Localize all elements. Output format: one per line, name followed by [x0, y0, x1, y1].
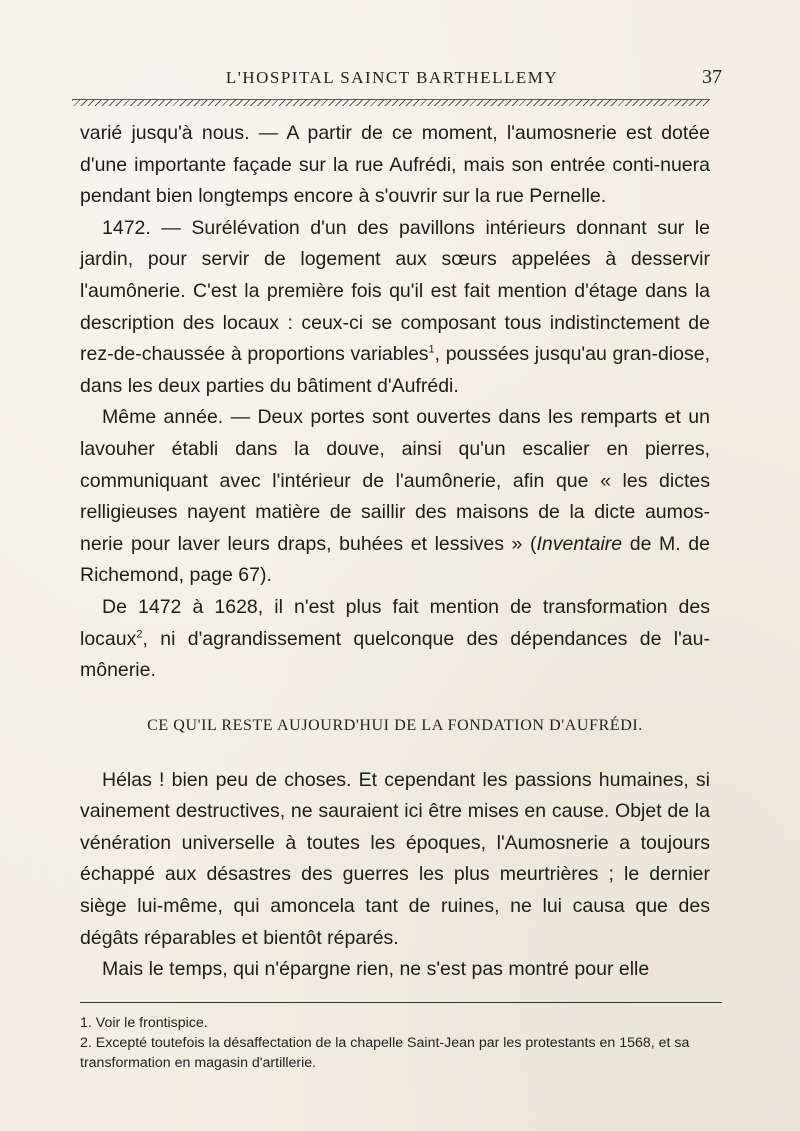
footnote-1: 1. Voir le frontispice.	[80, 1015, 208, 1031]
paragraph-2-text: 1472. — Surélévation d'un des pavillons intérieurs donnant sur le jardin, pour servir de logement aux sœurs appelées à desservir l'aumônerie. C'est la première fois qu'il est fait mention d'étage dans la description des locaux : ceux-ci se composant tous indistinctement de rez-de-chaussée à proportions variables	[80, 216, 710, 366]
paragraph-2-text-end: , poussées jusqu'au gran-diose, dans les deux parties du bâtiment d'Aufrédi.	[80, 343, 711, 397]
footnote-ref-1: 1	[428, 343, 435, 356]
footnote-ref-2: 2	[136, 628, 143, 640]
paragraph-2	[80, 213, 710, 403]
body-text	[80, 118, 710, 986]
paragraph-4-text-end: , ni d'agrandissement quelconque des dépendances de l'au-mônerie.	[80, 627, 710, 682]
footnotes	[80, 1013, 722, 1073]
header-ornament-rule	[72, 99, 710, 106]
footnote-divider	[80, 1002, 722, 1003]
running-title: L'HOSPITAL SAINCT BARTHELLEMY	[225, 68, 559, 87]
paragraph-4-text: De 1472 à 1628, il n'est plus fait mention de transformation des locaux	[80, 595, 710, 650]
inventaire-title: Inventaire	[536, 532, 623, 555]
paragraph-3-text: Même année. — Deux portes sont ouvertes dans les remparts et un lavouher établi dans la douve, ainsi qu'un escalier en pierres, communiquant avec l'intérieur de l'aumônerie, afin que « les dictes relligieuses nayent matière de saillir des maisons de la dicte aumos-nerie pour laver leurs draps, buhées et lessives » (	[80, 406, 710, 555]
footnote-2: 2. Excepté toutefois la désaffectation de la chapelle Saint-Jean par les protestants en 1568, et sa transformation en magasin d'artillerie.	[80, 1035, 690, 1071]
paragraph-1: varié jusqu'à nous. — A partir de ce moment, l'aumosnerie est dotée d'une importante façade sur la rue Aufrédi, mais son entrée conti-nuera pendant bien longtemps encore à s'ouvrir sur la rue Pernelle.	[80, 122, 710, 208]
section-heading: CE QU'IL RESTE AUJOURD'HUI DE LA FONDATION D'AUFRÉDI.	[147, 716, 643, 734]
page-number: 37	[702, 66, 722, 88]
paragraph-4	[80, 592, 710, 687]
paragraph-5: Hélas ! bien peu de choses. Et cependant les passions humaines, si vainement destructives, ne sauraient ici être mises en cause. Objet de la vénération universelle à toutes les époques, l'Aumosnerie a toujours échappé aux désastres des guerres les plus meurtrières ; le dernier siège lui-même, qui amoncela tant de ruines, ne lui causa que des dégâts réparables et bientôt réparés.	[80, 768, 710, 949]
paragraph-3	[80, 402, 710, 592]
paragraph-3-text-end: de M. de Richemond, page 67).	[80, 532, 710, 587]
paragraph-6: Mais le temps, qui n'épargne rien, ne s'est pas montré pour elle	[102, 958, 650, 981]
page-header	[62, 64, 722, 94]
